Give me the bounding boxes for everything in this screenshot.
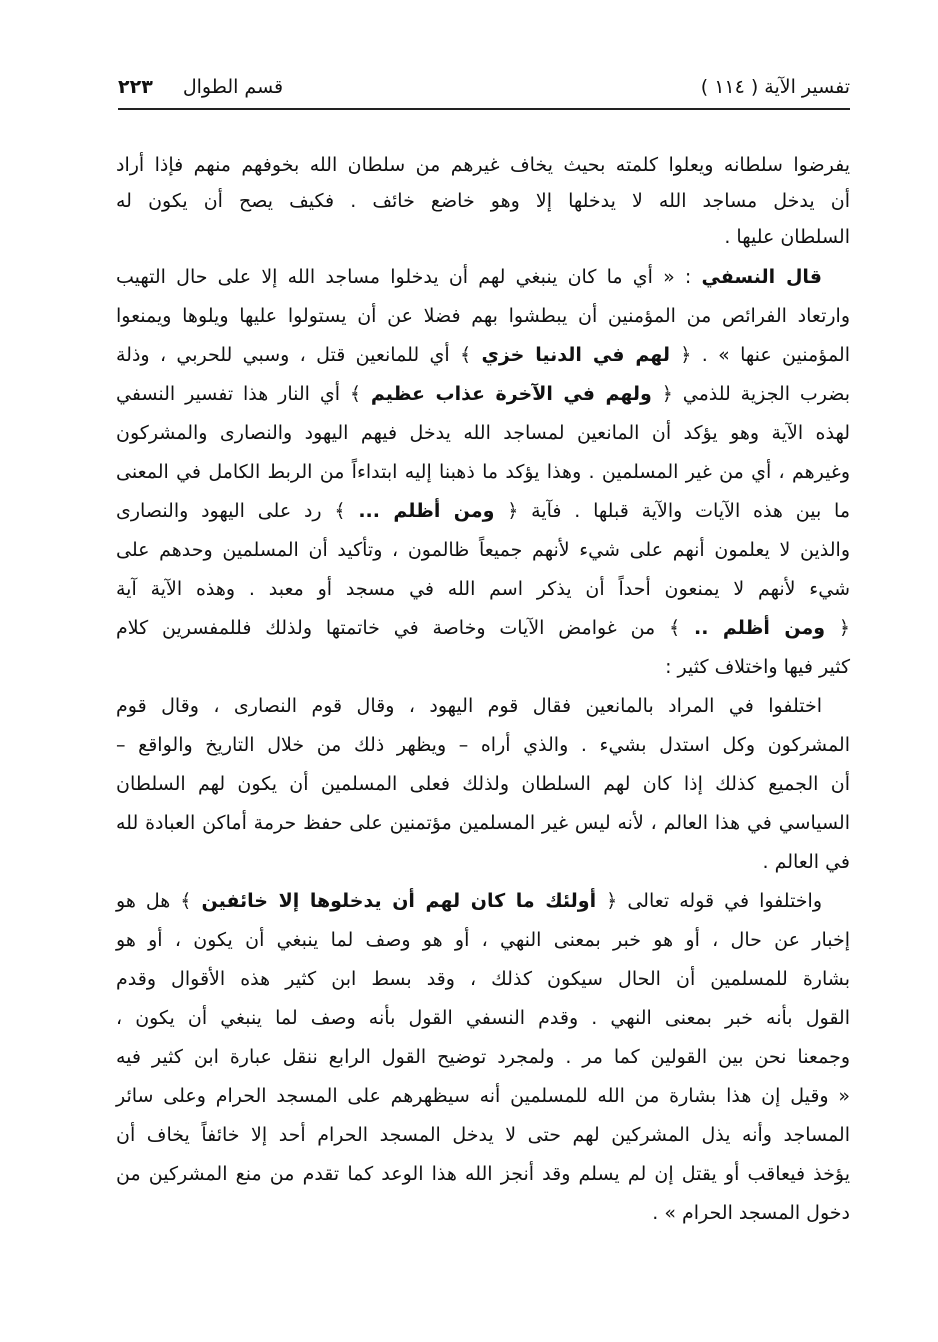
text-line (116, 843, 850, 882)
bold-text: لهم في الدنيا خزي (481, 344, 670, 366)
text-segment: إخبار عن حال ، أو هو خبر بمعنى النهي ، أو هو وصف لما ينبغي أن يكون ، أو هو (116, 929, 850, 951)
text-line (116, 1077, 850, 1116)
text-line (116, 219, 850, 255)
text-line (116, 147, 850, 183)
text-segment: وغيرهم ، أي من غير المسلمين . وهذا يؤكد ما ذهبنا إليه ابتداءاً من الربط الكامل في المعنى (116, 461, 850, 483)
header-rule (118, 108, 850, 110)
text-segment: السلطان عليها . (724, 226, 850, 248)
text-segment: « وقيل إن هذا بشارة من الله للمسلمين أنه سيظهرهم على المسجد الحرام وعلى سائر (116, 1085, 850, 1107)
text-line (116, 765, 850, 804)
text-segment: شيء لأنهم لا يمنعون أحداً أن يذكر اسم الله في مسجد أو معبد . وهذه الآية آية (116, 578, 850, 600)
text-line (116, 882, 850, 921)
text-line (116, 921, 850, 960)
text-line (116, 570, 850, 609)
text-segment: المساجد وأنه يذل المشركين لهم حتى لا يدخل المسجد الحرام أحد إلا خائفاً يخاف أن (116, 1124, 850, 1146)
text-line (116, 687, 850, 726)
text-line (116, 609, 850, 648)
text-line (116, 297, 850, 336)
text-segment: ﴾ أي النار هذا تفسير النسفي (116, 383, 371, 405)
text-line (116, 492, 850, 531)
text-segment: القول بأنه خبر بمعنى النهي . وقدم النسفي القول بأنه وصف لما ينبغي أن يكون ، (116, 1007, 850, 1029)
section-name: قسم الطوال (182, 76, 284, 98)
paragraph-block-2 (116, 258, 850, 1233)
text-segment: ﴾ أي للمانعين قتل ، وسبي للحربي ، وذلة (116, 344, 482, 366)
text-line (116, 1194, 850, 1233)
text-segment: وارتعاد الفرائص من المؤمنين أن يبطشوا بهم فضلا عن أن يستولوا عليها ويلوها ويمنعوا (116, 305, 850, 327)
bold-text: ومن أظلم ... (358, 500, 495, 522)
text-line (116, 726, 850, 765)
text-segment: والذين لا يعلمون أنهم على شيء لأنهم جميعاً ظالمون ، وتأكيد أن المسلمين وحدهم على (116, 539, 850, 561)
text-line (116, 1116, 850, 1155)
bold-text: أولئك ما كان لهم أن يدخلوها إلا خائفين (201, 890, 597, 912)
text-line (116, 453, 850, 492)
text-line (116, 960, 850, 999)
page-header (118, 76, 850, 106)
text-line (116, 804, 850, 843)
text-line (116, 648, 850, 687)
text-segment: ﴾ هل هو (116, 890, 202, 912)
text-line (116, 258, 850, 297)
text-segment: دخول المسجد الحرام » . (652, 1202, 850, 1224)
text-segment: وجمعنا نحن بين القولين كما مر . ولمجرد توضيح القول الرابع ننقل عبارة ابن كثير فيه (116, 1046, 850, 1068)
text-segment: كثير فيها واختلاف كثير : (665, 656, 850, 678)
text-segment: أن الجميع كذلك إذا كان لهم السلطان ولذلك فعلى المسلمين أن يكون لهم السلطان (116, 773, 850, 795)
paragraph-block-1 (116, 147, 850, 255)
text-segment: بضرب الجزية للذمي ﴿ (651, 383, 850, 405)
header-left (118, 76, 283, 98)
running-title: تفسير الآية ( ١١٤ ) (700, 76, 850, 98)
text-segment: أن يدخل مساجد الله لا يدخلها إلا وهو خاضع خائف . فكيف يصح أن يكون له (116, 190, 850, 212)
text-line (116, 1038, 850, 1077)
text-line (116, 531, 850, 570)
text-line (116, 999, 850, 1038)
text-segment: ﴿ (825, 617, 850, 639)
text-line (116, 414, 850, 453)
text-segment: السياسي في هذا العالم ، لأنه ليس غير المسلمين مؤتمنين على حفظ حرمة أماكن العبادة لله (116, 812, 850, 834)
text-segment: واختلفوا في قوله تعالى ﴿ (596, 890, 823, 912)
text-line (116, 183, 850, 219)
bold-text: قال النسفي (701, 266, 823, 288)
text-segment: المشركون وكل استدل بشيء . والذي أراه – ويظهر ذلك من خلال التاريخ والواقع – (116, 734, 850, 756)
text-line (116, 375, 850, 414)
text-segment: : « أي ما كان ينبغي لهم أن يدخلوا مساجد الله إلا على حال التهيب (116, 266, 702, 288)
text-segment: اختلفوا في المراد بالمانعين فقال قوم اليهود ، وقال قوم النصارى ، وقال قوم (116, 695, 822, 717)
text-segment: بشارة للمسلمين أن الحال سيكون كذلك ، وقد بسط ابن كثير هذه الأقوال وقدم (116, 968, 850, 990)
bold-text: ومن أظلم .. (694, 617, 826, 639)
text-segment: ما بين هذه الآيات والآية قبلها . فآية ﴿ (494, 500, 850, 522)
text-segment: ﴾ رد على اليهود والنصارى (116, 500, 359, 522)
text-segment: في العالم . (762, 851, 850, 873)
text-segment: ﴾ من غوامض الآيات وخاصة في خاتمتها ولذلك فللمفسرين كلام (116, 617, 695, 639)
text-line (116, 336, 850, 375)
text-segment: لهذه الآية وهو يؤكد أن المانعين لمساجد الله يدخل فيهم اليهود والنصارى والمشركون (116, 422, 850, 444)
text-segment: يؤخذ فيعاقب أو يقتل إن لم يسلم وقد أنجز الله هذا الوعد كما تقدم من منع المشركين من (116, 1163, 850, 1185)
page-number: ٢٢٣ (118, 76, 153, 98)
text-line (116, 1155, 850, 1194)
text-segment: يفرضوا سلطانه ويعلوا كلمته بحيث يخاف غيرهم من سلطان الله بخوفهم منهم فإذا أراد (116, 154, 850, 176)
text-segment: المؤمنين عنها » . ﴿ (669, 344, 850, 366)
bold-text: ولهم في الآخرة عذاب عظيم (370, 383, 652, 405)
